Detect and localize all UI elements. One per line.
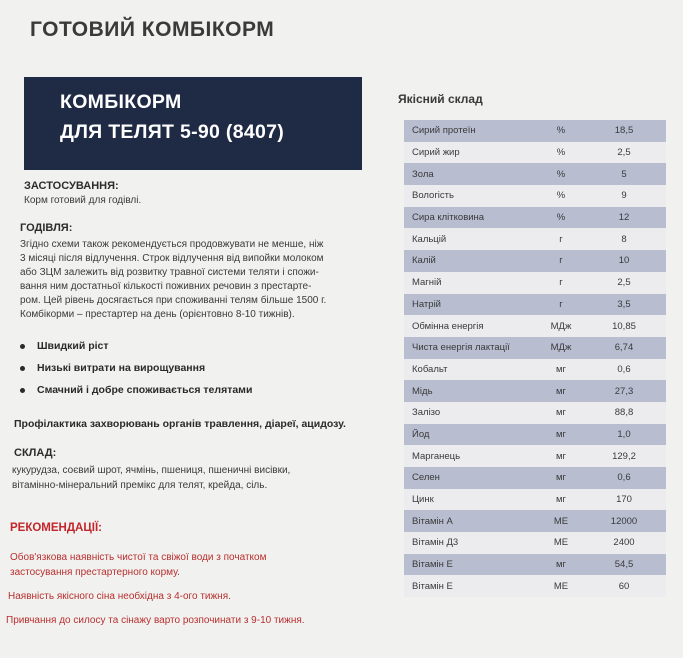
nutrient-value: 60 — [618, 580, 630, 592]
feeding-line: вання ним достатньої кількості поживних речовин з престарте- — [20, 281, 312, 292]
nutrient-name: Вітамін Е — [412, 559, 453, 571]
nutrient-name: Сира клітковина — [412, 212, 485, 224]
nutrient-name: Вітамін Е — [412, 580, 453, 592]
composition-heading: СКЛАД: — [14, 447, 57, 459]
nutrient-value: 170 — [616, 494, 632, 506]
nutrient-name: Кобальт — [412, 363, 448, 375]
feeding-line: 3 місяці після відлучення. Строк відлучення від випойки молоком — [20, 253, 324, 264]
nutrient-unit: г — [559, 255, 563, 267]
nutrient-unit: % — [556, 125, 566, 137]
quality-table — [404, 120, 666, 597]
table-row — [404, 228, 666, 250]
nutrient-value: 88,8 — [614, 407, 634, 419]
benefit-text: Швидкий ріст — [37, 340, 109, 352]
table-row — [404, 554, 666, 576]
table-row — [404, 402, 666, 424]
table-row — [404, 207, 666, 229]
recommendation-line: застосування престартерного корму. — [10, 567, 180, 578]
usage-heading: ЗАСТОСУВАННЯ: — [24, 180, 119, 192]
nutrient-unit: г — [559, 277, 563, 289]
nutrient-value: 2400 — [613, 537, 635, 549]
table-row — [404, 163, 666, 185]
table-row — [404, 359, 666, 381]
nutrient-name: Обмінна енергія — [412, 320, 484, 332]
banner-line-1: КОМБІКОРМ — [60, 91, 182, 113]
composition-line: вітамінно-мінеральний премікс для телят, крейда, сіль. — [12, 480, 268, 491]
quality-table-title: Якісний склад — [398, 92, 483, 106]
nutrient-name: Марганець — [412, 450, 461, 462]
nutrient-unit: % — [556, 147, 566, 159]
feeding-line: Згідно схеми також рекомендується продовжувати не менше, ніж — [20, 239, 324, 250]
nutrient-unit: МДж — [550, 342, 572, 354]
nutrient-value: 54,5 — [614, 559, 634, 571]
table-row — [404, 467, 666, 489]
nutrient-name: Вологість — [412, 190, 454, 202]
table-row — [404, 120, 666, 142]
nutrient-value: 12000 — [610, 515, 638, 527]
feeding-line: Комбікорми – престартер на день (орієнтовно 8-10 тижнів). — [20, 309, 295, 320]
nutrient-unit: г — [559, 298, 563, 310]
nutrient-unit: % — [556, 190, 566, 202]
nutrient-unit: мг — [556, 385, 566, 397]
table-row — [404, 489, 666, 511]
nutrient-unit: МЕ — [553, 580, 569, 592]
table-row — [404, 380, 666, 402]
nutrient-unit: МДж — [550, 320, 572, 332]
nutrient-value: 2,5 — [617, 147, 631, 159]
nutrient-unit: мг — [556, 363, 566, 375]
bullet-icon — [20, 388, 25, 393]
nutrient-name: Сирий жир — [412, 147, 460, 159]
feeding-line: ром. Цей рівень досягається при споживанні телям більше 1500 г. — [20, 295, 327, 306]
recommendation-line: Привчання до силосу та сінажу варто розпочинати з 9-10 тижня. — [6, 615, 305, 626]
composition-line: кукурудза, соєвий шрот, ячмінь, пшениця, пшеничні висівки, — [12, 465, 291, 476]
table-row — [404, 185, 666, 207]
table-row — [404, 294, 666, 316]
feeding-line: або ЗЦМ залежить від розвитку травної системи теляти і спожи- — [20, 267, 319, 278]
nutrient-unit: % — [556, 212, 566, 224]
nutrient-value: 3,5 — [617, 298, 631, 310]
nutrient-name: Зола — [412, 168, 434, 180]
nutrient-unit: мг — [556, 494, 566, 506]
table-row — [404, 272, 666, 294]
benefit-item — [20, 384, 252, 396]
nutrient-name: Магній — [412, 277, 442, 289]
benefit-text: Низькі витрати на вирощування — [37, 362, 206, 374]
nutrient-unit: мг — [556, 472, 566, 484]
recommendations-heading: РЕКОМЕНДАЦІЇ: — [10, 522, 102, 534]
nutrient-name: Натрій — [412, 298, 441, 310]
table-row — [404, 424, 666, 446]
table-row — [404, 315, 666, 337]
nutrient-value: 18,5 — [614, 125, 634, 137]
nutrient-name: Чиста енергія лактації — [412, 342, 510, 354]
benefit-text: Смачний і добре споживається телятами — [37, 384, 253, 396]
table-row — [404, 250, 666, 272]
nutrient-name: Селен — [412, 472, 440, 484]
nutrient-value: 0,6 — [617, 472, 631, 484]
nutrient-unit: % — [556, 168, 566, 180]
table-row — [404, 510, 666, 532]
nutrient-name: Сирий протеїн — [412, 125, 476, 137]
product-banner — [24, 77, 362, 170]
bullet-icon — [20, 366, 25, 371]
benefit-item — [20, 340, 109, 352]
nutrient-unit: мг — [556, 428, 566, 440]
nutrient-value: 10 — [618, 255, 630, 267]
nutrient-value: 8 — [621, 233, 627, 245]
nutrient-name: Вітамін Д3 — [412, 537, 459, 549]
table-row — [404, 532, 666, 554]
nutrient-value: 0,6 — [617, 363, 631, 375]
benefit-item — [20, 362, 205, 374]
nutrient-name: Мідь — [412, 385, 433, 397]
bullet-icon — [20, 344, 25, 349]
nutrient-value: 27,3 — [614, 385, 634, 397]
nutrient-value: 6,74 — [614, 342, 634, 354]
nutrient-value: 12 — [618, 212, 630, 224]
nutrient-value: 5 — [621, 168, 627, 180]
table-row — [404, 337, 666, 359]
nutrient-unit: МЕ — [553, 537, 569, 549]
nutrient-name: Йод — [412, 428, 430, 440]
table-row — [404, 445, 666, 467]
nutrient-value: 1,0 — [617, 428, 631, 440]
table-row — [404, 142, 666, 164]
nutrient-unit: мг — [556, 450, 566, 462]
nutrient-value: 9 — [621, 190, 627, 202]
nutrient-unit: г — [559, 233, 563, 245]
recommendation-line: Обов'язкова наявність чистої та свіжої води з початком — [10, 552, 267, 563]
banner-line-2: ДЛЯ ТЕЛЯТ 5-90 (8407) — [60, 121, 285, 143]
prophylaxis-line: Профілактика захворювань органів травлення, діареї, ацидозу. — [14, 418, 346, 430]
nutrient-value: 129,2 — [612, 450, 636, 462]
usage-text: Корм готовий для годівлі. — [24, 195, 142, 206]
nutrient-value: 2,5 — [617, 277, 631, 289]
nutrient-unit: МЕ — [553, 515, 569, 527]
nutrient-name: Кальцій — [412, 233, 447, 245]
feeding-heading: ГОДІВЛЯ: — [20, 222, 73, 234]
page-title: ГОТОВИЙ КОМБІКОРМ — [30, 18, 275, 41]
nutrient-unit: мг — [556, 559, 566, 571]
nutrient-value: 10,85 — [612, 320, 636, 332]
nutrient-unit: мг — [556, 407, 566, 419]
nutrient-name: Залізо — [412, 407, 441, 419]
nutrient-name: Цинк — [412, 494, 434, 506]
nutrient-name: Вітамін А — [412, 515, 453, 527]
table-row — [404, 575, 666, 597]
recommendation-line: Наявність якісного сіна необхідна з 4-ого тижня. — [8, 591, 231, 602]
nutrient-name: Калій — [412, 255, 436, 267]
